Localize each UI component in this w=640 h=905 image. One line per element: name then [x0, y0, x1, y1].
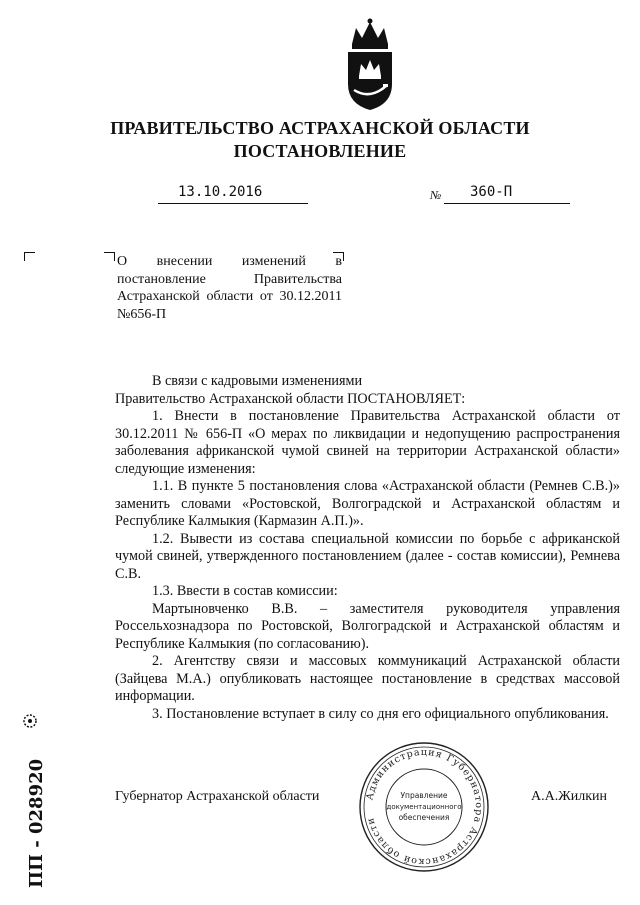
stamp-center-line-3: обеспечения: [398, 813, 450, 822]
paragraph-1-3: 1.3. Ввести в состав комиссии:: [152, 583, 338, 599]
paragraph-3: 3. Постановление вступает в силу со дня его официального опубликования.: [152, 705, 609, 722]
subject-corner-left: [24, 252, 35, 261]
intro-line-2: Правительство Астраханской области ПОСТАНОВЛЯЕТ:: [115, 390, 466, 407]
date-underline: [158, 203, 308, 204]
paragraph-1: 1. Внести в постановление Правительства Астраханской области от 30.12.2011 № 656-П «О мерах по ликвидации и недопущению распространения заболевания африканской чумой свиней на территории Астраханской области» следующие изменения:: [115, 408, 620, 477]
intro-line-1: В связи с кадровыми изменениями: [152, 373, 363, 389]
document-subject: О внесении изменений в постановление Правительства Астраханской области от 30.12.2011 №656-П: [117, 254, 342, 322]
registration-side-code: [18, 730, 48, 890]
ornament-icon: [21, 712, 39, 730]
number-underline: [444, 203, 570, 204]
stamp-center-line-1: Управление: [400, 791, 448, 800]
subject-corner-mid: [104, 252, 115, 261]
number-label: №: [430, 188, 442, 202]
document-body: [115, 373, 620, 723]
registration-code-text: ПП - 028920: [26, 758, 47, 888]
document-date: 13.10.2016: [178, 184, 263, 200]
document-number: 360-П: [470, 184, 513, 200]
paragraph-2: 2. Агентству связи и массовых коммуникаций Астраханской области (Зайцева М.А.) опубликовать настоящее постановление в средствах массовой информации.: [115, 653, 620, 704]
paragraph-1-2: 1.2. Вывести из состава специальной комиссии по борьбе с африканской чумой свиней, утвержденного постановлением (далее - состав комиссии), Ремнева С.В.: [115, 530, 620, 582]
paragraph-1-1: 1.1. В пункте 5 постановления слова «Астраханской области (Ремнев С.В.)» заменить словами «Ростовской, Волгоградской и Астраханской областям и Республике Калмыкия (Кармазин А.П.)».: [115, 478, 620, 529]
paragraph-1-3-text: Мартыновченко В.В. – заместителя руководителя управления Россельхознадзора по Ростовской, Волгоградской и Астраханской областям и Республике Калмыкия (по согласованию).: [115, 600, 620, 652]
astrakhan-coat-of-arms-icon: [342, 18, 398, 112]
organization-title: ПРАВИТЕЛЬСТВО АСТРАХАНСКОЙ ОБЛАСТИ: [110, 118, 530, 138]
signatory-position: Губернатор Астраханской области: [115, 789, 320, 804]
stamp-center-line-2: документационного: [386, 803, 462, 811]
signatory-name: А.А.Жилкин: [531, 789, 608, 804]
stamp-ring-text: Администрация Губернатора Астраханской области: [364, 746, 485, 868]
official-stamp: [357, 740, 491, 874]
document-type: ПОСТАНОВЛЕНИЕ: [233, 141, 407, 161]
